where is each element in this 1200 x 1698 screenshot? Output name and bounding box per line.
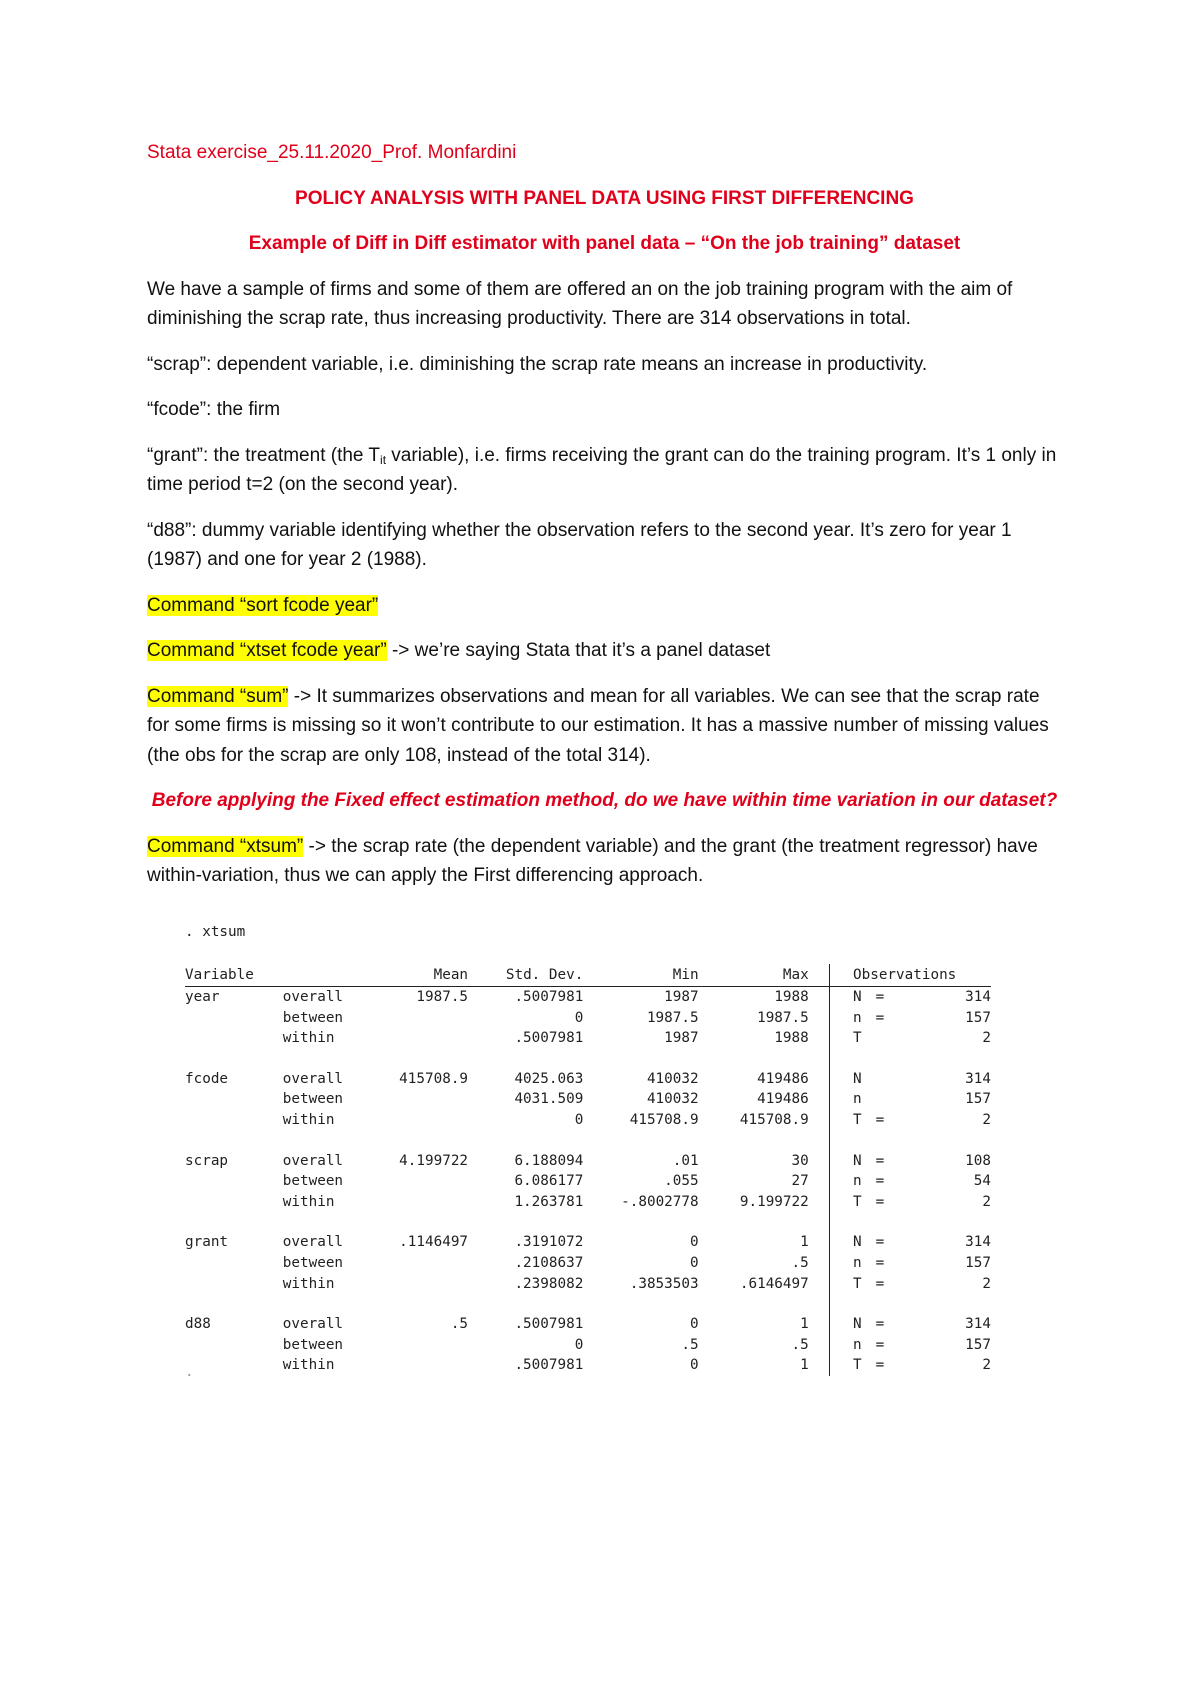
cell-obs-label: n (853, 1009, 862, 1026)
cell-variable: fcode (185, 1070, 229, 1087)
document-title: POLICY ANALYSIS WITH PANEL DATA USING FIRST DIFFERENCING (295, 187, 914, 209)
cell-mean (381, 1253, 468, 1274)
xtsum-table (185, 964, 991, 1376)
grant-subscript: it (380, 452, 387, 467)
cell-obs-value: 157 (965, 1336, 991, 1353)
cell-obs-eq: = (875, 1234, 885, 1251)
cell-obs-label: N (853, 989, 862, 1005)
cell-min: .055 (664, 1173, 699, 1190)
cell-min: .3853503 (629, 1275, 699, 1292)
cell-obs-label: n (853, 1091, 862, 1108)
grant-text-after: variable), i.e. firms receiving the grant can do the training program. It’s 1 only in time period t=2 (on the second year). (147, 444, 1057, 495)
cell-obs-value: 314 (965, 1070, 991, 1087)
cell-obs-eq: = (875, 1275, 885, 1292)
xtsum-command-text: -> the scrap rate (the dependent variable) and the grant (the treatment regressor) have within-variation, thus we can apply the First differencing approach. (147, 835, 1038, 886)
cell-max: 1 (800, 1357, 809, 1374)
cell-obs-eq: = (875, 1152, 885, 1169)
cell-min: 0 (690, 1316, 699, 1333)
cell-min: 415708.9 (629, 1111, 699, 1128)
cell-variable: year (185, 989, 220, 1005)
table-row (185, 1355, 991, 1376)
cell-obs-value: 314 (965, 1316, 991, 1333)
cell-variable (185, 1028, 283, 1049)
cell-sd: 6.086177 (514, 1173, 584, 1190)
cell-min: 1987.5 (646, 1009, 699, 1026)
cell-obs-label: N (853, 1152, 862, 1169)
cell-mean (381, 1274, 468, 1295)
xtset-command-label: Command “xtset fcode year” (147, 640, 387, 661)
cell-obs-eq: = (875, 1357, 885, 1374)
cell-variable (185, 1274, 283, 1295)
cell-sd: .5007981 (514, 1357, 584, 1374)
cell-obs-eq: = (875, 1316, 885, 1333)
cell-mean: .5 (450, 1316, 469, 1333)
cell-statistic: overall (282, 989, 344, 1005)
cell-mean (381, 1028, 468, 1049)
header-min: Min (583, 964, 698, 987)
table-row (185, 1192, 991, 1213)
cell-obs-label: N (853, 1316, 862, 1333)
cell-variable (185, 1171, 283, 1192)
table-row (185, 1089, 991, 1110)
cell-sd: 6.188094 (514, 1152, 584, 1169)
cell-obs-value: 314 (965, 989, 991, 1005)
table-row (185, 1335, 991, 1356)
table-row (185, 1151, 991, 1172)
sum-command-text: -> It summarizes observations and mean for all variables. We can see that the scrap rate for some firms is missing so it won’t contribute to our estimation. It has a massive number of missing values (the obs for the scrap are only 108, instead of the total 314). (147, 685, 1049, 766)
question-heading: Before applying the Fixed effect estimation method, do we have within time variation in our dataset? (151, 790, 1058, 811)
cell-sd: 0 (574, 1111, 584, 1128)
document-body (147, 138, 1062, 907)
cell-statistic: overall (282, 1070, 344, 1087)
table-row (185, 1110, 991, 1131)
cell-obs-value: 108 (965, 1152, 991, 1169)
sort-command (147, 591, 1062, 621)
sum-command-label: Command “sum” (147, 685, 289, 707)
cell-obs-label: N (853, 1070, 862, 1087)
cell-sd: 4025.063 (514, 1070, 584, 1087)
cell-mean: .1146497 (399, 1234, 469, 1251)
cell-obs-eq: = (875, 1193, 885, 1210)
cell-variable (185, 1192, 283, 1213)
cell-sd: .2398082 (514, 1275, 584, 1292)
cell-variable (185, 1008, 283, 1029)
cell-mean: 1987.5 (416, 989, 469, 1005)
table-row (185, 1232, 991, 1253)
cell-statistic: between (282, 1091, 344, 1108)
cell-sd: .3191072 (514, 1234, 584, 1251)
cell-statistic: overall (282, 1316, 344, 1333)
cell-obs-label: T (853, 1275, 862, 1292)
cell-statistic: between (282, 1173, 344, 1190)
table-row (185, 1314, 991, 1335)
table-row (185, 1171, 991, 1192)
cell-obs-value: 54 (973, 1173, 991, 1190)
cell-variable (185, 1253, 283, 1274)
cell-mean (381, 1192, 468, 1213)
stata-command: . xtsum (185, 924, 246, 940)
cell-max: 1 (800, 1316, 809, 1333)
document-subtitle: Example of Diff in Diff estimator with panel data – “On the job training” dataset (248, 233, 961, 254)
cell-min: 0 (690, 1234, 699, 1251)
cell-min: 410032 (646, 1070, 699, 1087)
cell-max: 9.199722 (739, 1193, 809, 1210)
cell-statistic: between (282, 1254, 344, 1271)
cell-mean (381, 1171, 468, 1192)
cell-statistic: between (282, 1336, 344, 1353)
cell-sd: .5007981 (514, 1030, 584, 1047)
table-row (185, 1028, 991, 1049)
cell-obs-value: 157 (965, 1091, 991, 1108)
cell-sd: 0 (574, 1336, 584, 1353)
cell-max: 30 (791, 1152, 809, 1169)
cell-obs-eq (876, 1069, 899, 1090)
cell-statistic: within (282, 1275, 335, 1292)
cell-sd: 0 (574, 1009, 584, 1026)
cell-obs-value: 2 (982, 1111, 991, 1128)
cell-statistic: overall (282, 1152, 344, 1169)
fcode-description: “fcode”: the firm (147, 399, 281, 420)
cell-max: 419486 (757, 1091, 809, 1108)
cell-obs-eq (876, 1028, 899, 1049)
cell-statistic: between (282, 1009, 344, 1026)
cell-obs-label: T (853, 1111, 862, 1128)
grant-text-before: “grant”: the treatment (the T (147, 444, 381, 466)
cell-sd: .5007981 (514, 989, 584, 1005)
xtsum-command-label: Command “xtsum” (147, 835, 304, 857)
cell-obs-label: N (853, 1234, 862, 1251)
cell-sd: .2108637 (514, 1254, 584, 1271)
cell-obs-label: n (853, 1173, 862, 1190)
cell-obs-value: 157 (965, 1009, 991, 1026)
cell-obs-eq: = (875, 1254, 885, 1271)
cell-min: .01 (672, 1152, 699, 1169)
cell-variable: grant (185, 1234, 229, 1251)
cell-obs-value: 2 (982, 1030, 991, 1047)
sort-command-label: Command “sort fcode year” (147, 594, 379, 616)
cell-mean (381, 1355, 468, 1376)
cell-variable (185, 1110, 283, 1131)
cell-statistic: within (282, 1357, 335, 1374)
cell-min: 0 (690, 1357, 699, 1374)
cell-mean: 415708.9 (399, 1070, 469, 1087)
cell-max: .5 (791, 1336, 809, 1353)
cell-max: 419486 (757, 1070, 809, 1087)
cell-obs-label: T (853, 1193, 862, 1210)
cell-max: 1988 (774, 989, 809, 1005)
cell-min: 1987 (664, 1030, 699, 1047)
xtset-command (147, 636, 1062, 666)
cell-obs-label: T (853, 1030, 862, 1047)
cell-obs-eq: = (875, 1009, 885, 1026)
cell-statistic: within (282, 1111, 335, 1128)
cell-obs-value: 314 (965, 1234, 991, 1251)
cell-mean (381, 1110, 468, 1131)
cell-obs-value: 157 (965, 1254, 991, 1271)
course-line: Stata exercise_25.11.2020_Prof. Monfardini (147, 142, 517, 163)
cell-mean (381, 1335, 468, 1356)
cell-variable (185, 1355, 283, 1376)
cell-max: .6146497 (739, 1275, 809, 1292)
cell-mean (381, 1008, 468, 1029)
header-mean: Mean (381, 964, 468, 987)
cell-variable: scrap (185, 1152, 229, 1169)
table-row (185, 987, 991, 1008)
cell-obs-label: T (853, 1357, 862, 1374)
cell-obs-value: 2 (982, 1357, 991, 1374)
cell-mean: 4.199722 (399, 1152, 469, 1169)
cell-statistic: within (282, 1193, 335, 1210)
xtset-command-text: -> we’re saying Stata that it’s a panel dataset (386, 640, 771, 661)
cell-obs-eq: = (875, 989, 885, 1005)
cell-obs-value: 2 (982, 1193, 991, 1210)
cell-mean (381, 1089, 468, 1110)
cell-obs-eq: = (875, 1173, 885, 1190)
cell-min: 410032 (646, 1091, 699, 1108)
cell-max: 1 (800, 1234, 809, 1251)
cell-sd: 1.263781 (514, 1193, 584, 1210)
table-row (185, 1253, 991, 1274)
header-variable: Variable (185, 964, 283, 987)
cell-obs-label: n (853, 1254, 862, 1271)
cell-max: 415708.9 (739, 1111, 809, 1128)
cell-statistic: overall (282, 1234, 344, 1251)
cell-variable: d88 (185, 1316, 211, 1333)
xtsum-header-row (185, 964, 991, 987)
header-max: Max (699, 964, 809, 987)
cell-obs-eq: = (875, 1111, 885, 1128)
header-observations: Observations (853, 964, 991, 987)
cell-variable (185, 1089, 283, 1110)
cell-max: 1988 (774, 1030, 809, 1047)
trailing-prompt: . (185, 1364, 194, 1380)
intro-paragraph: We have a sample of firms and some of them are offered an on the job training program with the aim of diminishing the scrap rate, thus increasing productivity. There are 314 observations in total. (147, 278, 1013, 329)
xtsum-body (185, 987, 991, 1376)
xtsum-command (147, 832, 1062, 891)
cell-obs-value: 2 (982, 1275, 991, 1292)
cell-min: -.8002778 (621, 1193, 699, 1210)
d88-description: “d88”: dummy variable identifying whether the observation refers to the second year. It’s zero for year 1 (1987) and one for year 2 (1988). (147, 519, 1012, 570)
table-row (185, 1069, 991, 1090)
cell-variable (185, 1335, 283, 1356)
cell-min: 0 (690, 1254, 699, 1271)
cell-obs-label: n (853, 1336, 862, 1353)
cell-max: 27 (791, 1173, 809, 1190)
cell-sd: .5007981 (514, 1316, 584, 1333)
cell-obs-eq (876, 1089, 899, 1110)
header-sd: Std. Dev. (468, 964, 583, 987)
cell-statistic: within (282, 1030, 335, 1047)
cell-obs-eq: = (875, 1336, 885, 1353)
table-row (185, 1008, 991, 1029)
scrap-description: “scrap”: dependent variable, i.e. diminishing the scrap rate means an increase in productivity. (147, 353, 928, 375)
cell-max: .5 (791, 1254, 809, 1271)
cell-min: 1987 (664, 989, 699, 1005)
table-row (185, 1274, 991, 1295)
cell-sd: 4031.509 (514, 1091, 584, 1108)
sum-command (147, 682, 1062, 771)
cell-min: .5 (681, 1336, 699, 1353)
grant-description (147, 441, 1062, 500)
cell-max: 1987.5 (757, 1009, 809, 1026)
